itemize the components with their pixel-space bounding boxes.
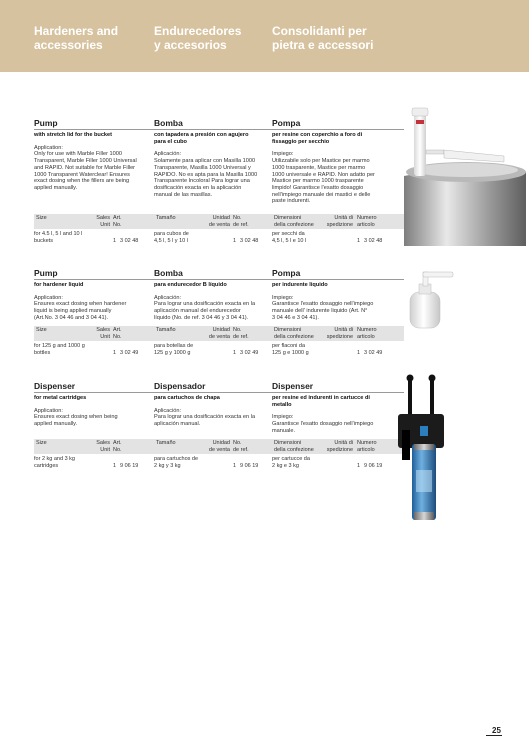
page-number-rule	[486, 735, 502, 736]
application-label: Impiego:	[272, 151, 294, 158]
description-line: dosificación exacta en la aplicación	[154, 184, 242, 191]
description-line: Para lograr una dosificación exacta en la	[154, 301, 256, 308]
header-numero: Numero articolo	[357, 440, 377, 453]
subtitle-line: per resine ed indurenti in cartucce di	[272, 395, 370, 401]
description-line: líquido (No. de ref. 3 04 46 y 3 04 41).	[154, 314, 249, 321]
application-label: Aplicación:	[154, 407, 182, 414]
header-unita: Unità di spedizione	[326, 215, 353, 228]
description-line: Garantisce l'esatto dosaggio nell'impiego	[272, 421, 374, 428]
row-sales-unit: 1	[112, 349, 116, 356]
table-header	[34, 439, 404, 454]
section-title: Pump	[34, 268, 58, 278]
row-dimensioni: per cartucce da 2 kg e 3 kg	[272, 456, 310, 469]
description-line: nell'impiego manuale dei mastici e delle	[272, 191, 371, 198]
bucket-pump-image	[404, 106, 526, 246]
product-subtitle	[154, 132, 268, 145]
section-rule	[34, 279, 404, 280]
row-unidad: 1	[232, 237, 236, 244]
application-label: Application:	[34, 294, 63, 301]
description-line: RAPIDO. No es apta para la Masilla 1000	[154, 171, 258, 178]
header-line: pietra e accessori	[272, 38, 374, 52]
description-line: limpido! Garantisce l'esatto dosaggio	[272, 184, 364, 191]
header-ref: No. de ref.	[233, 215, 249, 228]
product-subtitle	[272, 282, 386, 289]
row-art-no: 3 02 49	[120, 349, 139, 356]
description-line: paste indurenti.	[272, 198, 311, 205]
table-header	[34, 214, 404, 229]
description-line: manual de las masillas.	[154, 191, 213, 198]
section-title: Bomba	[154, 268, 183, 278]
header-art-no: Art. No.	[113, 327, 122, 340]
product-subtitle	[34, 395, 148, 402]
description-line: liquid is being applied manually	[34, 308, 112, 315]
section-title: Pump	[34, 118, 58, 128]
description-column	[272, 282, 386, 322]
description-line: Only for use with Marble Filler 1000	[34, 151, 122, 158]
application-label: Aplicación:	[154, 294, 182, 301]
section-title: Pompa	[272, 268, 301, 278]
description-column	[34, 395, 148, 428]
application-label: Impiego:	[272, 294, 294, 301]
row-dimensioni: per flaconi da 125 g e 1000 g	[272, 343, 309, 356]
description-column	[34, 132, 148, 192]
row-sales-unit: 1	[112, 462, 116, 469]
table-header	[34, 326, 404, 341]
header-unidad: Unidad de venta	[208, 215, 230, 228]
header-unita: Unità di spedizione	[326, 440, 353, 453]
description-column	[272, 132, 386, 205]
subtitle-line: with stretch lid for the bucket	[34, 132, 113, 138]
section-title: Dispensador	[154, 381, 206, 391]
description-line: applied manually.	[34, 421, 78, 428]
subtitle-line: per indurente liquido	[272, 282, 328, 288]
description-line: exact dosing when the fillers are being	[34, 178, 130, 185]
row-numero: 3 02 49	[364, 349, 383, 356]
section-rule	[34, 129, 404, 130]
header-art-no: Art. No.	[113, 440, 122, 453]
subtitle-line: for hardener liquid	[34, 282, 84, 288]
subtitle-line: fissaggio per secchio	[272, 138, 330, 145]
page-number: 25	[492, 726, 501, 735]
subtitle-line: per resine con coperchio a foro di	[272, 132, 363, 138]
section-title: Pompa	[272, 118, 301, 128]
header-unidad: Unidad de venta	[208, 440, 230, 453]
subtitle-line: para cartuchos de chapa	[154, 395, 220, 401]
header-unidad: Unidad de venta	[208, 327, 230, 340]
header-numero: Numero articolo	[357, 215, 377, 228]
row-dimensioni: per secchi da 4,5 l, 5 l e 10 l	[272, 231, 307, 244]
description-line: Transparente, Masilla 1000 Universal y	[154, 164, 251, 171]
header-sales-unit: Sales Unit	[96, 440, 110, 453]
product-subtitle	[272, 132, 386, 145]
product-subtitle	[154, 282, 268, 289]
description-column	[154, 395, 268, 428]
description-line: Transparent, Marble Filler 1000 Universal	[34, 158, 137, 165]
row-art-no: 9 06 19	[120, 462, 139, 469]
product-subtitle	[34, 282, 148, 289]
header-ref: No. de ref.	[233, 440, 249, 453]
cartridge-dispenser-image	[398, 374, 454, 524]
row-ref: 3 02 48	[240, 237, 259, 244]
description-line: Transparente Incoloral Para lograr una	[154, 178, 250, 185]
row-ref: 9 06 19	[240, 462, 259, 469]
description-column	[272, 395, 386, 435]
description-line: Garantisce l'esatto dosaggio nell'impiego	[272, 301, 374, 308]
row-numero: 9 06 19	[364, 462, 383, 469]
header-art-no: Art. No.	[113, 215, 122, 228]
subtitle-line: for metal cartridges	[34, 395, 87, 401]
header-size: Size	[36, 215, 47, 221]
description-line: Ensures exact dosing when being	[34, 414, 118, 421]
section-title: Dispenser	[272, 381, 314, 391]
row-numero: 3 02 48	[364, 237, 383, 244]
section-title: Dispenser	[34, 381, 76, 391]
row-tamano: para cubos de 4,5 l, 5 l y 10 l	[154, 231, 189, 244]
product-subtitle	[34, 132, 148, 139]
description-line: Mastice per marmo 1000 trasparente	[272, 178, 364, 185]
page-header-band	[0, 0, 529, 72]
application-label: Application:	[34, 144, 63, 151]
header-tamano: Tamaño	[156, 440, 176, 446]
row-unita: 1	[356, 349, 360, 356]
header-spanish	[154, 24, 241, 52]
subtitle-line: con tapadera a presión con agujero	[154, 132, 249, 138]
header-unita: Unità di spedizione	[326, 327, 353, 340]
row-unita: 1	[356, 237, 360, 244]
description-line: 1000 trasparente, Mastice per marmo	[272, 164, 366, 171]
row-art-no: 3 02 48	[120, 237, 139, 244]
row-unidad: 1	[232, 349, 236, 356]
header-dimensioni: Dimensioni della confezione	[274, 327, 314, 340]
description-line: 3 04 46 e 3 04 41).	[272, 314, 319, 321]
description-line: Solamente para aplicar con Masilla 1000	[154, 158, 256, 165]
header-size: Size	[36, 327, 47, 333]
description-column	[154, 132, 268, 198]
row-unita: 1	[356, 462, 360, 469]
header-numero: Numero articolo	[357, 327, 377, 340]
description-line: 1000 universale e RAPID. Non adatto per	[272, 171, 375, 178]
header-tamano: Tamaño	[156, 215, 176, 221]
header-line: accessories	[34, 38, 103, 52]
header-english	[34, 24, 118, 52]
header-size: Size	[36, 440, 47, 446]
description-line: Utilizzabile solo per Mastice per marmo	[272, 158, 370, 165]
header-line: Hardeners and	[34, 24, 119, 38]
header-line: Consolidanti per	[272, 24, 367, 38]
product-subtitle	[272, 395, 386, 408]
header-sales-unit: Sales Unit	[96, 215, 110, 228]
description-line: manuale dell' indurente liquido (Art. N°	[272, 308, 368, 315]
header-dimensioni: Dimensioni della confezione	[274, 440, 314, 453]
description-line: (Art.No. 3 04 46 and 3 04 41).	[34, 314, 109, 321]
application-label: Impiego:	[272, 414, 294, 421]
row-size: for 2 kg and 3 kg cartridges	[34, 456, 75, 469]
description-column	[154, 282, 268, 322]
application-label: Application:	[34, 407, 63, 414]
subtitle-line: para endurecedor B líquido	[154, 282, 227, 288]
row-ref: 3 02 49	[240, 349, 259, 356]
description-line: 1000 Transparent Waterclear! Ensures	[34, 171, 130, 178]
row-unidad: 1	[232, 462, 236, 469]
header-line: Endurecedores	[154, 24, 242, 38]
subtitle-line: para el cubo	[154, 138, 187, 145]
row-tamano: para cartuchos de 2 kg y 3 kg	[154, 456, 199, 469]
description-line: and RAPID. Not suitable for Marble Filler	[34, 164, 136, 171]
description-line: Ensures exact dosing when hardener	[34, 301, 127, 308]
description-line: manuale.	[272, 427, 296, 434]
header-line: y accesorios	[154, 38, 227, 52]
row-size: for 125 g and 1000 g bottles	[34, 343, 85, 356]
section-rule	[34, 392, 404, 393]
row-tamano: para botellas de 125 g y 1000 g	[154, 343, 194, 356]
description-line: aplicación manual del endurecedor	[154, 308, 241, 315]
header-tamano: Tamaño	[156, 327, 176, 333]
description-line: Para lograr una dosificación exacta en la	[154, 414, 256, 421]
header-italian	[272, 24, 373, 52]
section-title: Bomba	[154, 118, 183, 128]
subtitle-line: metallo	[272, 401, 292, 408]
description-column	[34, 282, 148, 322]
header-sales-unit: Sales Unit	[96, 327, 110, 340]
row-sales-unit: 1	[112, 237, 116, 244]
application-label: Aplicación:	[154, 151, 182, 158]
row-size: for 4.5 l, 5 l and 10 l buckets	[34, 231, 83, 244]
description-line: aplicación manual.	[154, 421, 201, 428]
bottle-pump-image	[404, 270, 464, 330]
header-ref: No. de ref.	[233, 327, 249, 340]
description-line: applied manually.	[34, 184, 78, 191]
product-subtitle	[154, 395, 268, 402]
header-dimensioni: Dimensioni della confezione	[274, 215, 314, 228]
